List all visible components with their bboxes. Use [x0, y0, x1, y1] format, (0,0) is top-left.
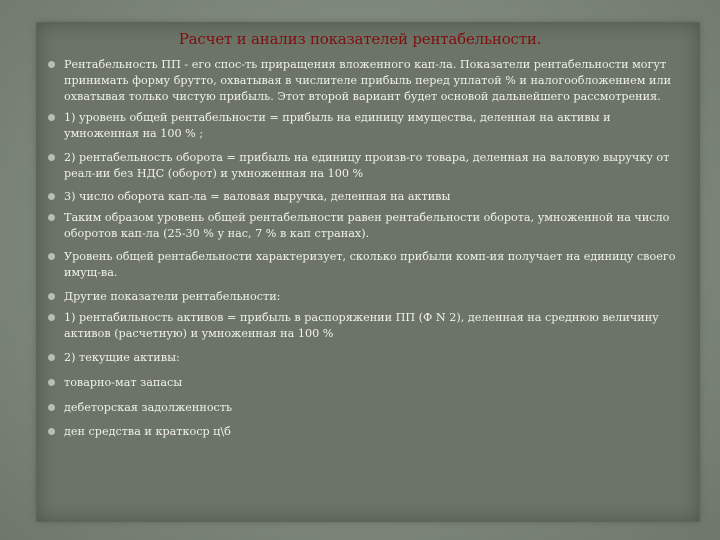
list-item [46, 375, 682, 391]
bullet-list [46, 57, 682, 440]
list-item-text: 3) число оборота кап-ла = валовая выручка, деленная на активы [64, 189, 451, 203]
bullet-icon [48, 314, 55, 321]
list-item-text: товарно-мат запасы [64, 375, 183, 389]
list-item-text: 2) рентабельность оборота = прибыль на единицу произв-го товара, деленная на валовую выручку от реал-ии без НДС (оборот) и умноженная на 100 % [64, 150, 670, 180]
list-item-text: 2) текущие активы: [64, 350, 180, 364]
bullet-icon [48, 379, 55, 386]
bullet-icon [48, 114, 55, 121]
list-item [46, 57, 682, 104]
list-item [46, 350, 682, 366]
bullet-icon [48, 154, 55, 161]
bullet-icon [48, 253, 55, 260]
list-item-text: Другие показатели рентабельности: [64, 289, 281, 303]
bullet-icon [48, 354, 55, 361]
list-item [46, 289, 682, 305]
bullet-icon [48, 428, 55, 435]
list-item [46, 210, 682, 242]
list-item-text: Рентабельность ПП - его спос-ть приращения вложенного кап-ла. Показатели рентабельности могут принимать форму брутто, охватывая в числителе прибыль перед уплатой % и налогообложением или охватывая только чистую прибыль. Этот второй вариант будет основой дальнейшего рассмотрения. [64, 58, 672, 103]
list-item [46, 424, 682, 440]
list-item [46, 189, 682, 205]
list-item [46, 249, 682, 281]
bullet-icon [48, 193, 55, 200]
list-item-text: дебеторская задолженность [64, 400, 233, 414]
list-item-text: Таким образом уровень общей рентабельности равен рентабельности оборота, умноженной на число оборотов кап-ла (25-30 % у нас, 7 % в кап странах). [64, 211, 670, 241]
list-item-text: 1) рентабильность активов = прибыль в распоряжении ПП (Ф N 2), деленная на среднюю величину активов (расчетную) и умноженная на 100 % [64, 311, 659, 341]
bullet-icon [48, 404, 55, 411]
list-item [46, 110, 682, 142]
list-item [46, 150, 682, 182]
list-item [46, 400, 682, 416]
list-item [46, 310, 682, 342]
slide-title: Расчет и анализ показателей рентабельности. [178, 30, 542, 48]
list-item-text: ден средства и краткоср ц\б [64, 425, 231, 439]
bullet-icon [48, 293, 55, 300]
bullet-icon [48, 214, 55, 221]
list-item-text: Уровень общей рентабельности характеризует, сколько прибыли комп-ия получает на единицу своего имущ-ва. [64, 249, 676, 279]
bullet-icon [48, 61, 55, 68]
list-item-text: 1) уровень общей рентабельности = прибыль на единицу имущества, деленная на активы и умноженная на 100 % ; [64, 111, 611, 141]
